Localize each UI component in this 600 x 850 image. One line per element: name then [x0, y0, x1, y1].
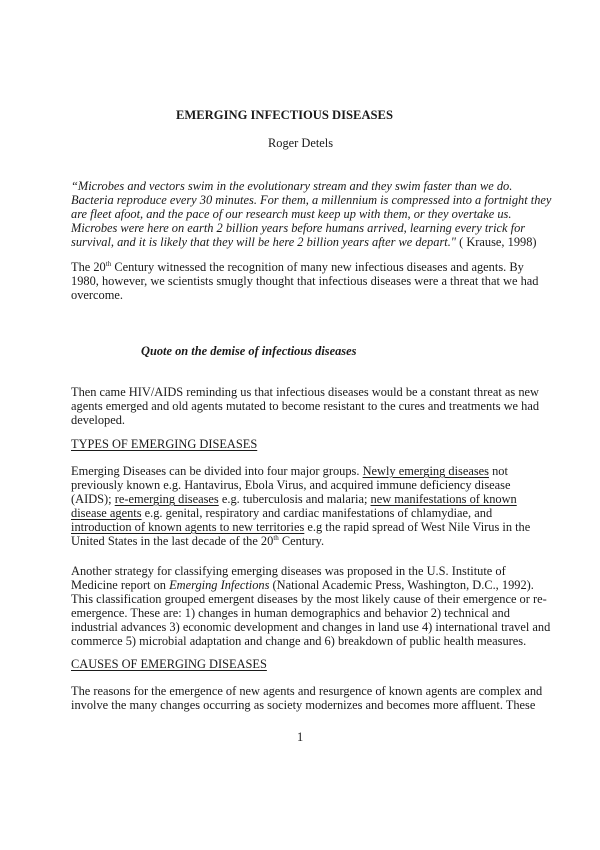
term-introduction: introduction of known agents to new territories: [71, 520, 305, 534]
epigraph-line: Bacteria reproduce every 30 minutes. For them, a millennium is compressed into a fortnight they: [71, 193, 552, 207]
document-author: Roger Detels: [268, 136, 334, 150]
document-title: EMERGING INFECTIOUS DISEASES: [176, 108, 393, 122]
epigraph-citation: ( Krause, 1998): [456, 235, 537, 249]
page-number: 1: [297, 730, 304, 744]
placeholder-heading: Quote on the demise of infectious diseases: [141, 344, 357, 358]
term-new-manifestations: new manifestations of known: [370, 492, 517, 506]
section-heading-causes: CAUSES OF EMERGING DISEASES: [71, 657, 267, 671]
epigraph-line: Microbes were here on earth 2 billion years before humans arrived, learning every trick for: [71, 221, 526, 235]
section-heading-types: TYPES OF EMERGING DISEASES: [71, 437, 258, 451]
epigraph-line: “Microbes and vectors swim in the evolutionary stream and they swim faster than we do.: [71, 179, 513, 193]
epigraph-line: survival, and it is likely that they will be here 2 billion years after we depart." ( Krause, 1998): [71, 235, 537, 249]
term-newly-emerging: Newly emerging diseases: [362, 464, 489, 478]
epigraph-line: are fleet afoot, and the pace of our research must keep up with them, or they overtake us.: [71, 207, 512, 221]
term-re-emerging: re-emerging diseases: [114, 492, 219, 506]
